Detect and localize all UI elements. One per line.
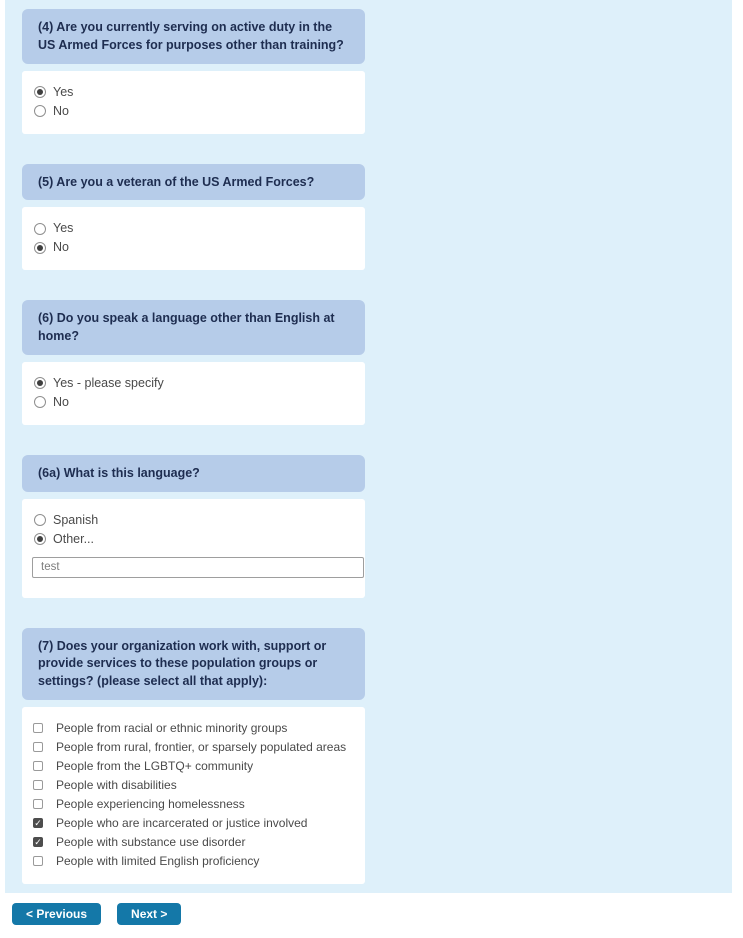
checkbox-unchecked-icon[interactable] [33,742,43,752]
question-list [5,0,732,884]
checkbox-option[interactable] [22,814,365,833]
answer-box [22,362,365,425]
checkbox-unchecked-icon[interactable] [33,780,43,790]
question-header [22,300,365,355]
radio-option[interactable] [22,393,365,412]
checkbox-option[interactable] [22,719,365,738]
question-title: (4) Are you currently serving on active duty in the US Armed Forces for purposes other than training? [38,20,344,52]
checkbox-option[interactable] [22,776,365,795]
radio-unselected-icon[interactable] [34,514,46,526]
checkbox-option[interactable] [22,795,365,814]
previous-button[interactable]: < Previous [12,903,101,925]
checkbox-option[interactable] [22,852,365,871]
option-label: Spanish [53,512,99,527]
option-label: Yes [53,84,74,99]
question-header [22,628,365,700]
option-label: No [53,240,69,255]
question-block-q6 [22,300,365,425]
checkbox-option[interactable] [22,757,365,776]
radio-selected-icon[interactable] [34,533,46,545]
checkbox-option[interactable] [22,738,365,757]
checkbox-checked-icon[interactable] [33,837,43,847]
radio-option[interactable] [22,374,365,393]
question-block-q5 [22,164,365,271]
option-label: Yes - please specify [53,375,164,390]
question-block-q4 [22,9,365,134]
option-label: People with substance use disorder [56,834,246,849]
radio-option[interactable] [22,530,365,549]
option-label: People from racial or ethnic minority groups [56,720,288,735]
question-header [22,455,365,492]
question-title: (6a) What is this language? [38,465,200,480]
radio-option[interactable] [22,83,365,102]
option-label: Other... [53,531,94,546]
question-title: (5) Are you a veteran of the US Armed Forces? [38,174,315,189]
navigation-bar [12,903,181,925]
radio-selected-icon[interactable] [34,242,46,254]
survey-panel [5,0,732,893]
radio-unselected-icon[interactable] [34,396,46,408]
checkbox-option[interactable] [22,833,365,852]
answer-box [22,207,365,270]
question-title: (6) Do you speak a language other than English at home? [38,311,335,343]
radio-option[interactable] [22,102,365,121]
checkbox-unchecked-icon[interactable] [33,761,43,771]
radio-unselected-icon[interactable] [34,223,46,235]
option-label: No [53,394,69,409]
checkbox-unchecked-icon[interactable] [33,856,43,866]
option-label: No [53,103,69,118]
question-header [22,9,365,64]
option-label: People with limited English proficiency [56,853,260,868]
question-header [22,164,365,201]
option-label: Yes [53,221,74,236]
checkbox-unchecked-icon[interactable] [33,799,43,809]
option-label: People who are incarcerated or justice involved [56,815,308,830]
language-input[interactable] [32,557,364,578]
radio-option[interactable] [22,238,365,257]
radio-option[interactable] [22,219,365,238]
option-label: People from the LGBTQ+ community [56,758,254,773]
question-block-q6a [22,455,365,598]
radio-option[interactable] [22,511,365,530]
question-block-q7 [22,628,365,884]
checkbox-checked-icon[interactable] [33,818,43,828]
answer-box [22,707,365,884]
question-title: (7) Does your organization work with, support or provide services to these population groups or settings? (please select all that apply): [38,638,327,688]
checkbox-unchecked-icon[interactable] [33,723,43,733]
answer-box [22,71,365,134]
option-label: People from rural, frontier, or sparsely populated areas [56,739,347,754]
radio-selected-icon[interactable] [34,86,46,98]
option-label: People with disabilities [56,777,177,792]
radio-selected-icon[interactable] [34,377,46,389]
next-button[interactable]: Next > [117,903,181,925]
answer-box [22,499,365,598]
radio-unselected-icon[interactable] [34,105,46,117]
option-label: People experiencing homelessness [56,796,245,811]
